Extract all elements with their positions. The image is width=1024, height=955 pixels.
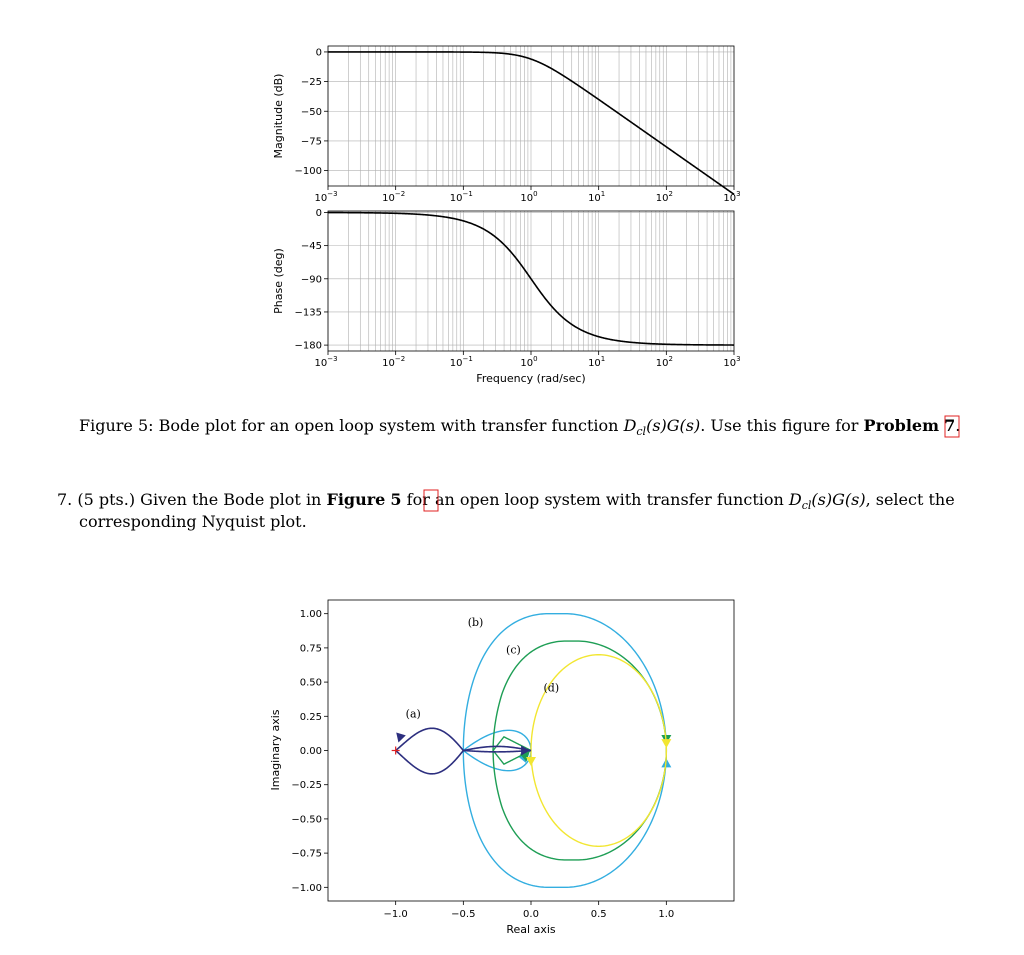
curve-a-segment [463, 746, 531, 750]
nyquist-curve-labels [406, 616, 559, 721]
nyquist-y-ticks [291, 609, 328, 894]
magnitude-x-ticks [314, 186, 740, 204]
curve-label: (c) [506, 643, 521, 657]
nyquist-curve-b [463, 614, 671, 888]
x-tick-label: $10^2$ [655, 190, 673, 204]
direction-arrow [661, 739, 671, 748]
problem-line-1 [57, 490, 955, 512]
y-tick-label: 1.00 [299, 609, 322, 621]
curve-a-segment [396, 728, 464, 750]
y-tick-label: −1.00 [291, 882, 322, 894]
curve-c-lower [493, 751, 666, 860]
curve-label: (a) [405, 707, 421, 721]
problem-math-rest: (s)G(s) [811, 490, 866, 509]
y-tick-label: −0.25 [291, 780, 322, 792]
magnitude-y-ticks [295, 47, 328, 177]
y-tick-label: −50 [300, 106, 322, 118]
x-tick-label: −0.5 [451, 909, 476, 920]
x-tick-label: $10^3$ [723, 190, 741, 204]
problem-start: 7. (5 pts.) Given the Bode plot in [57, 490, 327, 509]
nyquist-x-ticks [384, 901, 675, 920]
x-tick-label: $10^{-3}$ [314, 190, 338, 204]
x-tick-label: −1.0 [383, 909, 408, 920]
nyquist-plot [269, 600, 734, 936]
nyquist-xlabel: Real axis [506, 923, 556, 936]
caption-math-rest: (s)G(s) [646, 416, 701, 435]
x-tick-label: 1.0 [658, 909, 675, 920]
problem-math-D: D [788, 490, 802, 509]
y-tick-label: 0.50 [299, 677, 322, 689]
x-tick-label: $10^1$ [588, 190, 606, 204]
curve-label: (b) [467, 615, 484, 629]
y-tick-label: −90 [300, 274, 322, 286]
y-tick-label: −180 [294, 340, 322, 352]
x-tick-label: $10^{-3}$ [314, 355, 338, 369]
y-tick-label: −0.75 [291, 848, 322, 860]
phase-y-ticks [295, 208, 328, 352]
direction-arrow [396, 732, 406, 742]
caption-math-D: D [623, 416, 637, 435]
x-tick-label: $10^0$ [520, 190, 538, 204]
curve-label: (d) [543, 681, 560, 695]
problem-math-sub: cl [801, 499, 812, 512]
bode-magnitude-plot [272, 46, 741, 204]
y-tick-label: −75 [300, 136, 322, 148]
caption-problem-ref: 7 [944, 416, 956, 435]
caption-bold-problem: Problem [863, 416, 940, 435]
curve-a-segment [396, 751, 464, 774]
magnitude-ylabel: Magnitude (dB) [272, 73, 285, 159]
y-tick-label: −0.50 [291, 814, 322, 826]
caption-prefix: Figure 5: Bode plot for an open loop system with transfer function [79, 416, 624, 435]
curve-a-segment [463, 751, 531, 752]
phase-ylabel: Phase (deg) [272, 248, 285, 314]
x-tick-label: $10^{-1}$ [449, 355, 473, 369]
y-tick-label: 0.25 [299, 711, 322, 723]
x-tick-label: $10^{-1}$ [449, 190, 473, 204]
x-tick-label: $10^3$ [723, 355, 741, 369]
nyquist-curves [392, 614, 672, 888]
x-tick-label: 0.0 [523, 909, 539, 920]
y-tick-label: 0 [315, 207, 322, 219]
y-tick-label: 0.75 [299, 643, 322, 655]
x-tick-label: 0.5 [590, 909, 607, 920]
phase-grid [328, 211, 734, 351]
y-tick-label: −135 [294, 307, 322, 319]
y-tick-label: −45 [300, 241, 322, 253]
y-tick-label: 0 [315, 47, 322, 59]
caption-middle: . Use this figure for [700, 416, 864, 435]
y-tick-label: −100 [294, 166, 322, 178]
y-tick-label: −25 [300, 77, 322, 89]
problem-end: , select the [865, 490, 955, 509]
problem-mid: for an open loop system with transfer function [401, 490, 789, 509]
phase-xlabel: Frequency (rad/sec) [476, 372, 586, 385]
bode-phase-plot [272, 208, 741, 385]
x-tick-label: $10^{-2}$ [382, 190, 406, 204]
magnitude-grid [328, 46, 734, 186]
x-tick-label: $10^{-2}$ [382, 355, 406, 369]
curve-c-upper [493, 641, 666, 750]
nyquist-ylabel: Imaginary axis [269, 709, 282, 791]
problem-figure-word: Figure [326, 490, 386, 509]
x-tick-label: $10^1$ [588, 355, 606, 369]
figure-caption [79, 416, 960, 438]
problem-line-2: corresponding Nyquist plot. [79, 512, 307, 531]
problem-figure-ref: 5 [390, 490, 402, 509]
caption-math-sub: cl [636, 425, 647, 438]
x-tick-label: $10^0$ [520, 355, 538, 369]
x-tick-label: $10^2$ [655, 355, 673, 369]
phase-x-ticks [314, 351, 740, 369]
y-tick-label: 0.00 [299, 746, 322, 757]
caption-suffix: . [955, 416, 961, 435]
